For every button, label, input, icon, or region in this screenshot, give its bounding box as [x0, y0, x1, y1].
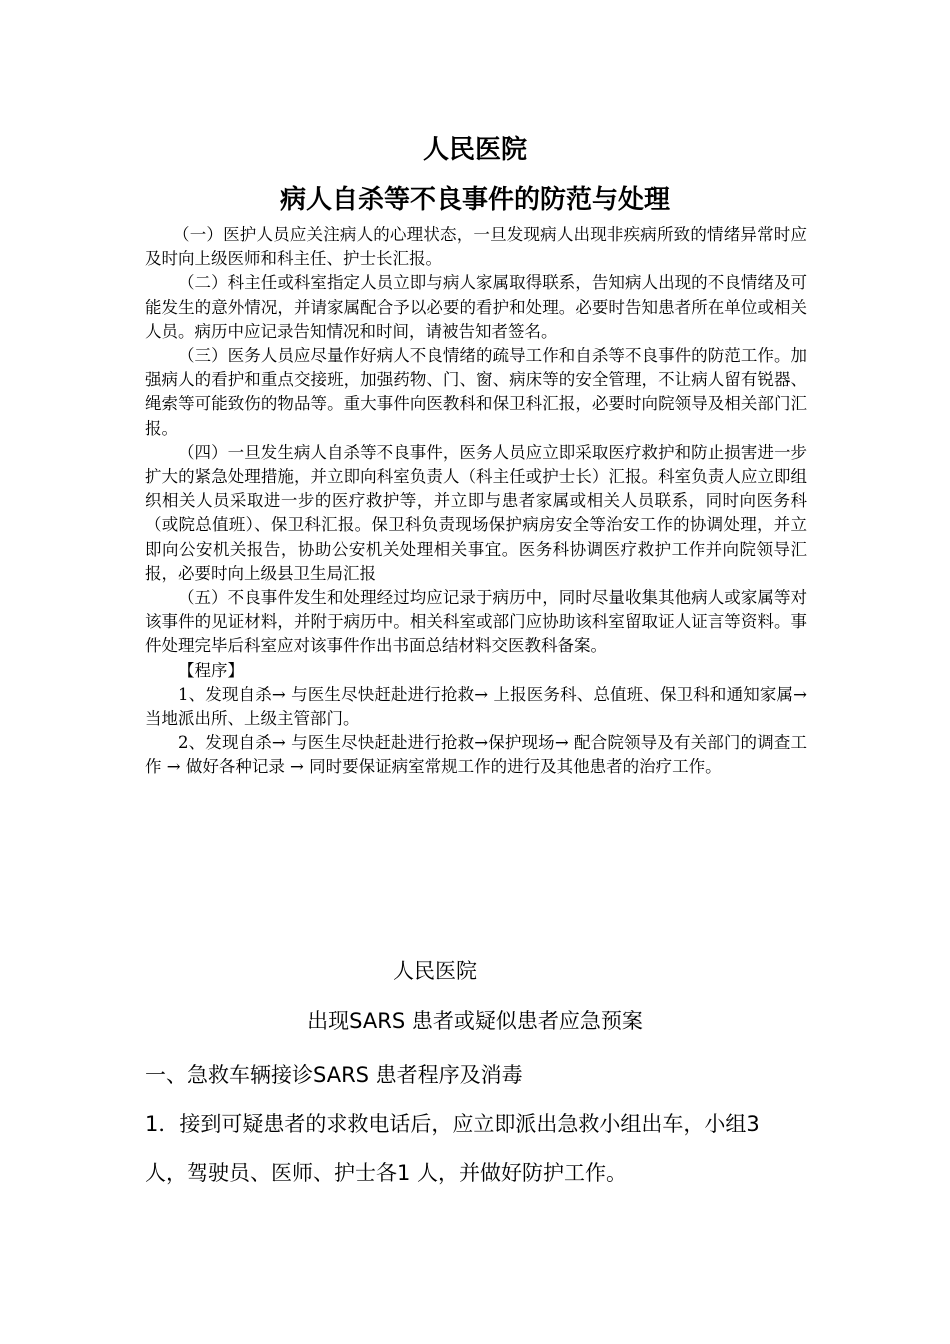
paragraph-4: （四）一旦发生病人自杀等不良事件，医务人员应立即采取医疗救护和防止损害进一步扩大的紧急处理措施，并立即向科室负责人（科主任或护士长）汇报。科室负责人应立即组织相关人员采取进一步的医疗救护等，并立即与患者家属或相关人员联系，同时向医务科（或院总值班）、保卫科汇报。保卫科负责现场保护病房安全等治安工作的协调处理，并立即向公安机关报告，协助公安机关处理相关事宜。医务科协调医疗救护工作并向院领导汇报，必要时向上级县卫生局汇报: [145, 442, 807, 583]
procedure-step-1: 1、发现自杀→ 与医生尽快赶赴进行抢救→ 上报医务科、总值班、保卫科和通知家属→当地派出所、上级主管部门。: [145, 684, 807, 729]
section-item-1: 1．接到可疑患者的求救电话后，应立即派出急救小组出车，小组3 人，驾驶员、医师、护士各1 人，并做好防护工作。: [145, 1112, 760, 1185]
paragraph-3: （三）医务人员应尽量作好病人不良情绪的疏导工作和自杀等不良事件的防范工作。加强病人的看护和重点交接班，加强药物、门、窗、病床等的安全管理，不让病人留有锐器、绳索等可能致伤的物品等。重大事件向医教科和保卫科汇报，必要时向院领导及相关部门汇报。: [145, 346, 807, 438]
section-heading: 一、急救车辆接诊SARS 患者程序及消毒: [145, 1063, 523, 1087]
procedure-heading: 【程序】: [178, 660, 244, 680]
paragraph-5: （五）不良事件发生和处理经过均应记录于病历中，同时尽量收集其他病人或家属等对该事件的见证材料，并附于病历中。相关科室或部门应协助该科室留取证人证言等资料。事件处理完毕后科室应对该事件作出书面总结材料交医教科备案。: [145, 588, 807, 656]
document-title: 病人自杀等不良事件的防范与处理: [279, 185, 670, 215]
second-document-body: [145, 1051, 807, 1198]
procedure-step-2: 2、发现自杀→ 与医生尽快赶赴进行抢救→保护现场→ 配合院领导及有关部门的调查工作 → 做好各种记录 → 同时要保证病室常规工作的进行及其他患者的治疗工作。: [145, 733, 807, 777]
paragraph-2: （二）科主任或科室指定人员立即与病人家属取得联系，告知病人出现的不良情绪及可能发生的意外情况，并请家属配合予以必要的看护和处理。必要时告知患者所在单位或相关人员。病历中应记录告知情况和时间，请被告知者签名。: [145, 273, 807, 341]
second-document-title: 出现SARS 患者或疑似患者应急预案: [307, 1009, 643, 1033]
document-body: [145, 223, 807, 780]
hospital-name: 人民医院: [422, 135, 527, 165]
paragraph-1: （一）医护人员应关注病人的心理状态，一旦发现病人出现非疾病所致的情绪异常时应及时向上级医师和科主任、护士长汇报。: [145, 225, 807, 269]
second-hospital-name: 人民医院: [393, 959, 477, 983]
